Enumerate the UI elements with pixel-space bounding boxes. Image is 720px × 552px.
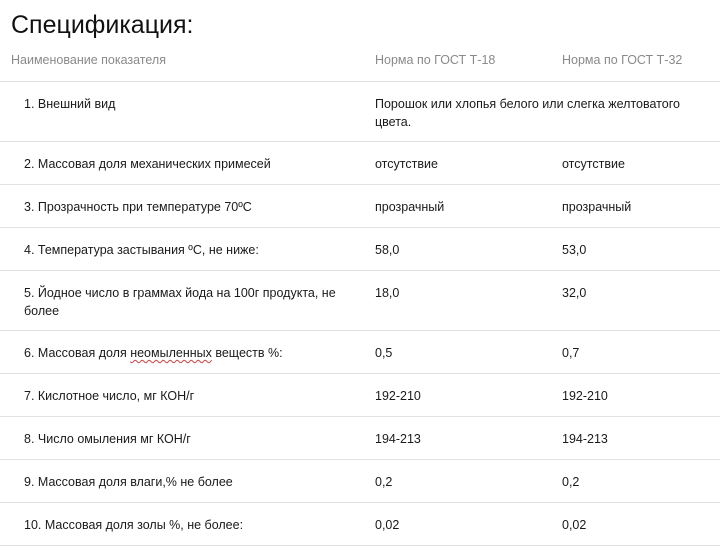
table-row [0,142,720,185]
indicator-name: 7. Кислотное число, мг КОН/г [24,389,195,403]
indicator-name: 10. Массовая доля золы %, не более: [24,518,244,532]
value-t32: отсутствие [562,157,625,171]
table-row [0,271,720,331]
table-row [0,82,720,142]
indicator-name-part: веществ %: [211,346,283,360]
indicator-name [24,344,354,362]
indicator-name: 3. Прозрачность при температуре 70ºС [24,200,252,214]
table-row [0,374,720,417]
column-header-gost-t18: Норма по ГОСТ Т-18 [375,53,496,67]
table-row [0,228,720,271]
value-t32: 194-213 [562,432,608,446]
indicator-name: 5. Йодное число в граммах йода на 100г продукта, не более [24,286,336,318]
indicator-name: 9. Массовая доля влаги,% не более [24,475,233,489]
value-t18: отсутствие [375,157,438,171]
indicator-name: 1. Внешний вид [24,97,116,111]
table-row [0,460,720,503]
column-header-gost-t32: Норма по ГОСТ Т-32 [562,53,683,67]
value-t18: 192-210 [375,389,421,403]
indicator-name: 4. Температура застывания ºС, не ниже: [24,243,259,257]
value-t18: 0,2 [375,475,393,489]
column-header-indicator: Наименование показателя [11,53,166,67]
indicator-name: 2. Массовая доля механических примесей [24,157,271,171]
value-t18: 194-213 [375,432,421,446]
value-t18: 18,0 [375,286,400,300]
table-row [0,417,720,460]
value-t18: Порошок или хлопья белого или слегка желтоватого цвета. [375,97,680,129]
value-t32: 53,0 [562,243,587,257]
table-row [0,331,720,374]
value-t18: 0,02 [375,518,400,532]
value-t32: 0,7 [562,346,580,360]
indicator-name-part: 6. Массовая доля [24,346,131,360]
value-t18: 58,0 [375,243,400,257]
table-header [0,44,720,82]
table-row [0,503,720,546]
value-t32: 0,02 [562,518,587,532]
value-t32: 32,0 [562,286,587,300]
page-title: Спецификация: [11,11,194,39]
table-row [0,185,720,228]
spellcheck-underlined-word: неомыленных [130,346,212,360]
value-t18: 0,5 [375,346,393,360]
value-t32: прозрачный [562,200,632,214]
value-t32: 0,2 [562,475,580,489]
value-t32: 192-210 [562,389,608,403]
indicator-name: 8. Число омыления мг КОН/г [24,432,191,446]
value-t18: прозрачный [375,200,445,214]
specification-table [0,44,720,546]
